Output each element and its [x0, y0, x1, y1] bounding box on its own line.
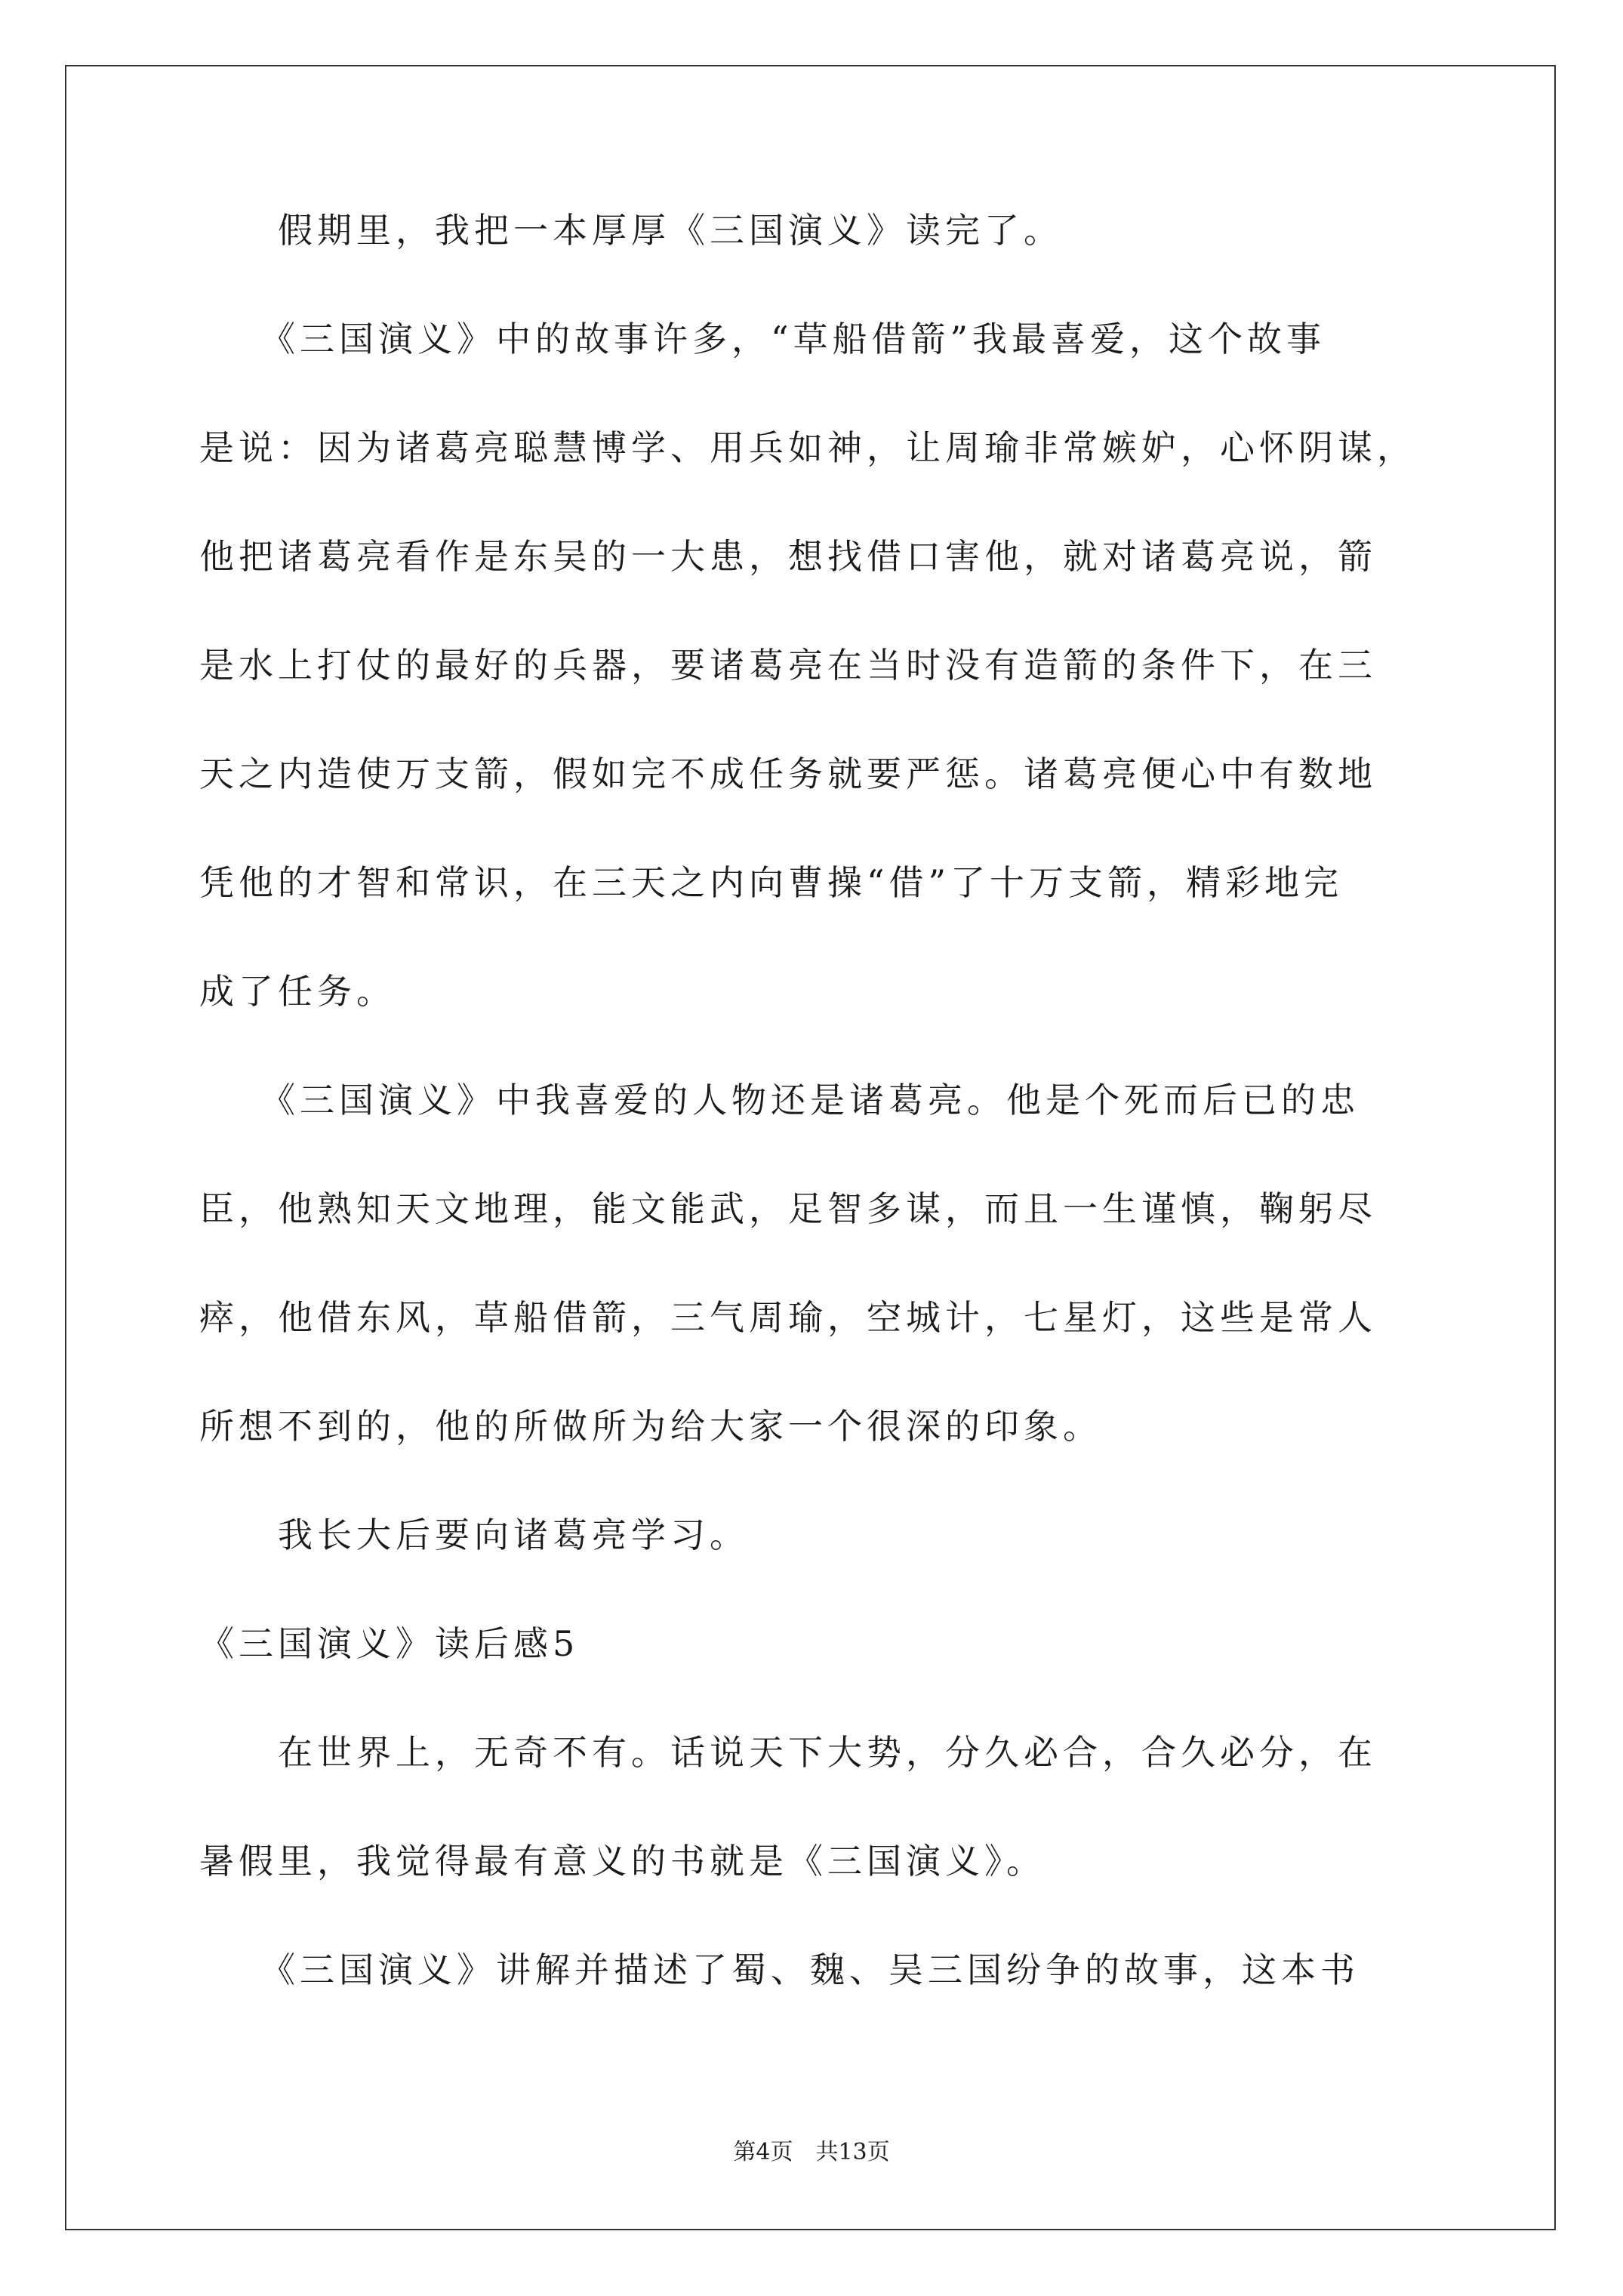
text-line: 《三国演义》中的故事许多，“草船借箭”我最喜爱，这个故事: [199, 319, 1326, 359]
text-line: 他把诸葛亮看作是东吴的一大患，想找借口害他，就对诸葛亮说，箭: [199, 536, 1377, 577]
section-heading: 《三国演义》读后感5: [199, 1623, 580, 1664]
text-line: 《三国演义》中我喜爱的人物还是诸葛亮。他是个死而后已的忠: [199, 1080, 1360, 1120]
text-line: 是说：因为诸葛亮聪慧博学、用兵如神，让周瑜非常嫉妒，心怀阴谋，: [199, 427, 1416, 468]
text-line: 成了任务。: [199, 971, 396, 1012]
text-line: 凭他的才智和常识，在三天之内向曹操“借”了十万支箭，精彩地完: [199, 862, 1344, 903]
text-line: 所想不到的，他的所做所为给大家一个很深的印象。: [199, 1406, 1102, 1447]
text-line: 是水上打仗的最好的兵器，要诸葛亮在当时没有造箭的条件下，在三: [199, 645, 1377, 686]
text-line: 《三国演义》讲解并描述了蜀、魏、吴三国纷争的故事，这本书: [199, 1949, 1360, 1990]
text-line: 我长大后要向诸葛亮学习。: [199, 1515, 749, 1555]
text-line: 暑假里，我觉得最有意义的书就是《三国演义》。: [199, 1841, 1046, 1881]
page-number: 第4页 共13页: [733, 2139, 890, 2165]
page-frame: [65, 65, 1556, 2230]
text-line: 天之内造使万支箭，假如完不成任务就要严惩。诸葛亮便心中有数地: [199, 754, 1377, 794]
text-line: 在世界上，无奇不有。话说天下大势，分久必合，合久必分，在: [199, 1732, 1377, 1773]
text-line: 瘁，他借东风，草船借箭，三气周瑜，空城计，七星灯，这些是常人: [199, 1297, 1377, 1338]
text-line: 臣，他熟知天文地理，能文能武，足智多谋，而且一生谨慎，鞠躬尽: [199, 1188, 1377, 1229]
text-line: 假期里，我把一本厚厚《三国演义》读完了。: [199, 210, 1063, 251]
